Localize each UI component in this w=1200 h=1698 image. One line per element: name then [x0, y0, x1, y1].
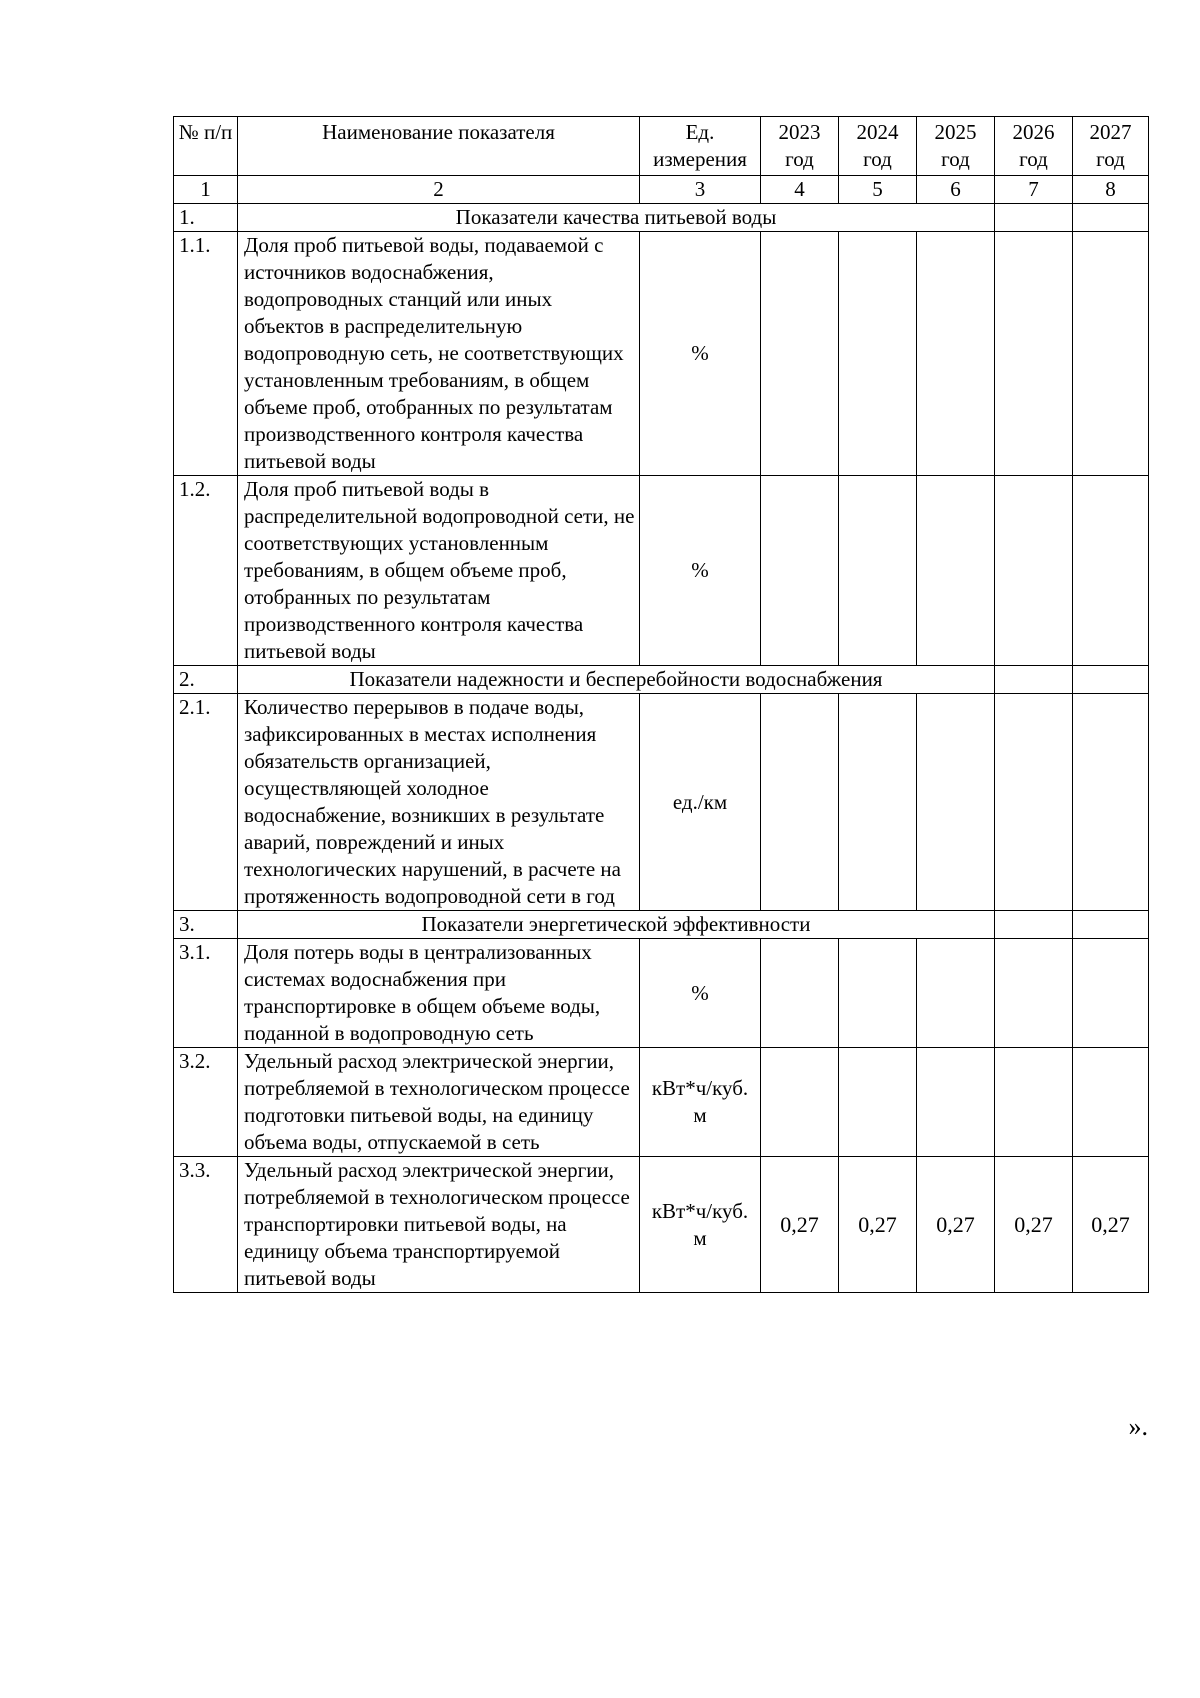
indicator-name: Количество перерывов в подаче воды, зафиксированных в местах исполнения обязательств организацией, осуществляющей холодное водоснабжение, возникших в результате аварий, повреждений и иных технологических нарушений, в расчете на протяженность водопроводной сети в год: [238, 694, 640, 911]
section-row: [174, 911, 1149, 939]
closing-quote-mark: ».: [1128, 1412, 1148, 1441]
value-2025: [917, 476, 995, 666]
indicators-table: [173, 116, 1149, 1293]
value-2027: 0,27: [1073, 1157, 1149, 1293]
section-number: 2.: [174, 666, 238, 694]
indicator-name: Доля проб питьевой воды в распределительной водопроводной сети, не соответствующих установленным требованиям, в общем объеме проб, отобранных по результатам производственного контроля качества питьевой воды: [238, 476, 640, 666]
value-2023: [761, 1048, 839, 1157]
column-number: 8: [1073, 176, 1149, 204]
unit-cell: ед./км: [640, 694, 761, 911]
table-row: [174, 1157, 1149, 1293]
value-2024: [839, 232, 917, 476]
section-number: 1.: [174, 204, 238, 232]
value-2027: [1073, 232, 1149, 476]
table-cell: [995, 204, 1073, 232]
table-row: [174, 476, 1149, 666]
column-number: 2: [238, 176, 640, 204]
value-2025: [917, 939, 995, 1048]
section-row: [174, 204, 1149, 232]
row-number: 2.1.: [174, 694, 238, 911]
indicator-name: Доля потерь воды в централизованных системах водоснабжения при транспортировке в общем объеме воды, поданной в водопроводную сеть: [238, 939, 640, 1048]
section-title: Показатели энергетической эффективности: [238, 911, 995, 939]
unit-cell: кВт*ч/куб. м: [640, 1048, 761, 1157]
unit-cell: %: [640, 939, 761, 1048]
value-2026: [995, 476, 1073, 666]
value-2027: [1073, 476, 1149, 666]
unit-cell: %: [640, 476, 761, 666]
column-number: 6: [917, 176, 995, 204]
section-row: [174, 666, 1149, 694]
column-number: 7: [995, 176, 1073, 204]
unit-cell: кВт*ч/куб. м: [640, 1157, 761, 1293]
indicator-name: Удельный расход электрической энергии, потребляемой в технологическом процессе транспортировки питьевой воды, на единицу объема транспортируемой питьевой воды: [238, 1157, 640, 1293]
table-header-row: [174, 117, 1149, 176]
table-row: [174, 939, 1149, 1048]
section-title: Показатели надежности и бесперебойности водоснабжения: [238, 666, 995, 694]
table-row: [174, 694, 1149, 911]
header-cell-2025: 2025 год: [917, 117, 995, 176]
row-number: 3.2.: [174, 1048, 238, 1157]
header-cell-2026: 2026 год: [995, 117, 1073, 176]
value-2026: [995, 939, 1073, 1048]
table-cell: [995, 666, 1073, 694]
header-cell-name: Наименование показателя: [238, 117, 640, 176]
row-number: 3.3.: [174, 1157, 238, 1293]
header-cell-2024: 2024 год: [839, 117, 917, 176]
header-cell-2027: 2027 год: [1073, 117, 1149, 176]
row-number: 1.1.: [174, 232, 238, 476]
value-2023: 0,27: [761, 1157, 839, 1293]
column-number: 5: [839, 176, 917, 204]
value-2024: [839, 694, 917, 911]
column-number: 1: [174, 176, 238, 204]
column-number-row: [174, 176, 1149, 204]
table-row: [174, 232, 1149, 476]
value-2026: [995, 1048, 1073, 1157]
value-2024: [839, 1048, 917, 1157]
column-number: 4: [761, 176, 839, 204]
section-number: 3.: [174, 911, 238, 939]
value-2025: 0,27: [917, 1157, 995, 1293]
header-cell-number: № п/п: [174, 117, 238, 176]
table-cell: [1073, 666, 1149, 694]
value-2027: [1073, 1048, 1149, 1157]
value-2027: [1073, 939, 1149, 1048]
table-cell: [1073, 911, 1149, 939]
table-cell: [1073, 204, 1149, 232]
value-2023: [761, 476, 839, 666]
value-2026: [995, 694, 1073, 911]
value-2026: [995, 232, 1073, 476]
value-2026: 0,27: [995, 1157, 1073, 1293]
row-number: 3.1.: [174, 939, 238, 1048]
table-cell: [995, 911, 1073, 939]
indicator-name: Удельный расход электрической энергии, потребляемой в технологическом процессе подготовки питьевой воды, на единицу объема воды, отпускаемой в сеть: [238, 1048, 640, 1157]
value-2027: [1073, 694, 1149, 911]
table-row: [174, 1048, 1149, 1157]
value-2023: [761, 694, 839, 911]
section-title: Показатели качества питьевой воды: [238, 204, 995, 232]
value-2024: 0,27: [839, 1157, 917, 1293]
indicator-name: Доля проб питьевой воды, подаваемой с источников водоснабжения, водопроводных станций или иных объектов в распределительную водопроводную сеть, не соответствующих установленным требованиям, в общем объеме проб, отобранных по результатам производственного контроля качества питьевой воды: [238, 232, 640, 476]
column-number: 3: [640, 176, 761, 204]
header-cell-unit: Ед. измерения: [640, 117, 761, 176]
value-2025: [917, 232, 995, 476]
value-2025: [917, 694, 995, 911]
row-number: 1.2.: [174, 476, 238, 666]
value-2023: [761, 232, 839, 476]
value-2025: [917, 1048, 995, 1157]
value-2024: [839, 476, 917, 666]
value-2023: [761, 939, 839, 1048]
header-cell-2023: 2023 год: [761, 117, 839, 176]
unit-cell: %: [640, 232, 761, 476]
value-2024: [839, 939, 917, 1048]
